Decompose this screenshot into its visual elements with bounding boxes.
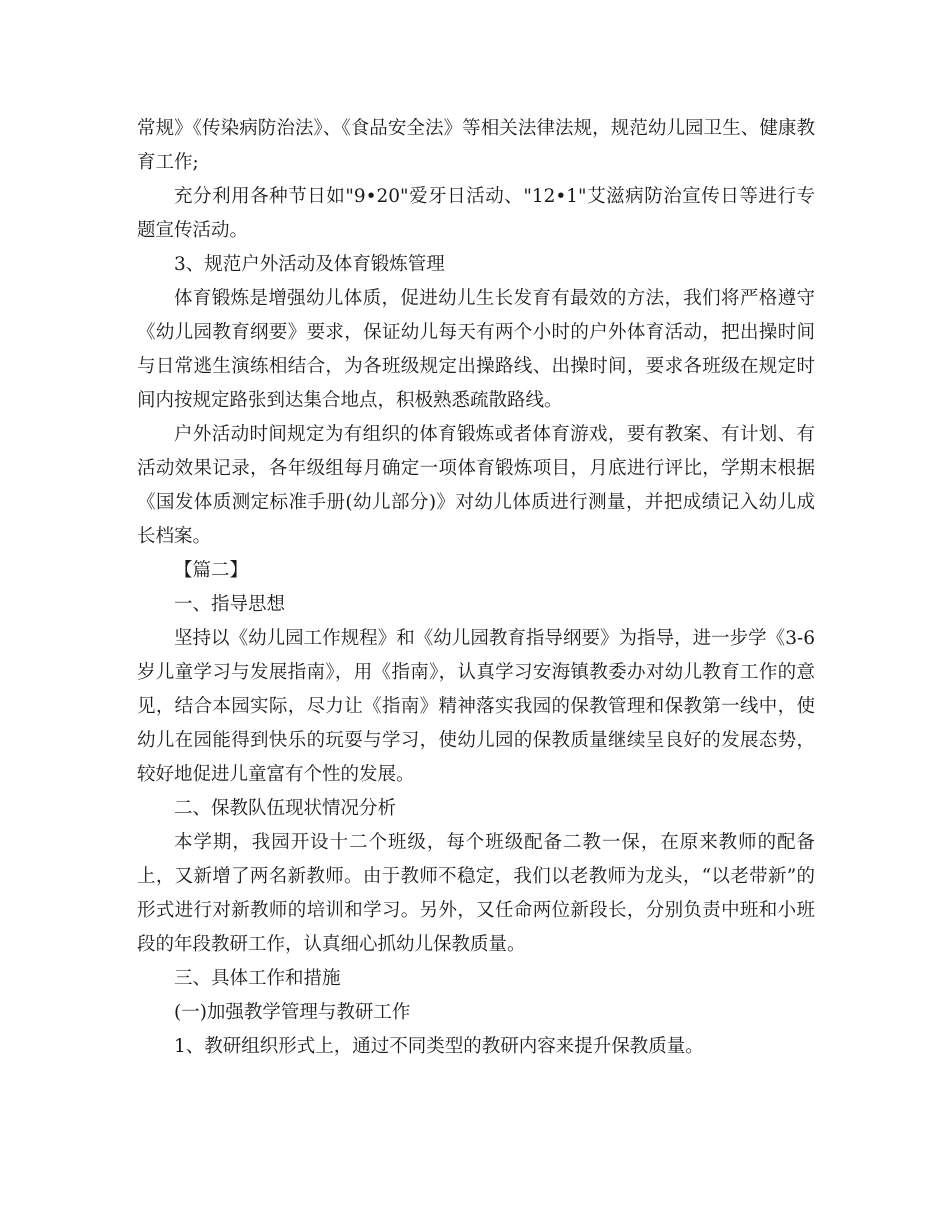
section-heading-guiding: 一、指导思想	[174, 594, 286, 615]
paragraph-1: 常规》《传染病防治法》、《食品安全法》等相关法律法规，规范幼儿园卫生、健康教育工作;	[137, 118, 815, 173]
paragraph-13: 1、教研组织形式上，通过不同类型的教研内容来提升保教质量。	[174, 1036, 704, 1057]
subsection-heading: (一)加强教学管理与教研工作	[174, 1002, 411, 1023]
paragraph-10: 本学期，我园开设十二个班级，每个班级配备二教一保，在原来教师的配备上，又新增了两名新教师。由于教师不稳定，我们以老教师为龙头，“以老带新”的形式进行对新教师的培训和学习。另外，又任命两位新段长，分别负责中班和小班段的年段教研工作，认真细心抓幼儿保教质量。	[137, 832, 815, 955]
paragraph-2: 充分利用各种节日如"9•20"爱牙日活动、"12•1"艾滋病防治宣传日等进行专题宣传活动。	[137, 186, 815, 241]
document-body	[137, 112, 815, 1064]
section-heading-3: 3、规范户外活动及体育锻炼管理	[174, 254, 445, 275]
section-heading-analysis: 二、保教队伍现状情况分析	[174, 798, 397, 819]
section-heading-measures: 三、具体工作和措施	[174, 968, 341, 989]
paragraph-5: 户外活动时间规定为有组织的体育锻炼或者体育游戏，要有教案、有计划、有活动效果记录，各年级组每月确定一项体育锻炼项目，月底进行评比，学期末根据《国发体质测定标准手册(幼儿部分)》对幼儿体质进行测量，并把成绩记入幼儿成长档案。	[137, 424, 815, 547]
paragraph-8: 坚持以《幼儿园工作规程》和《幼儿园教育指导纲要》为指导，进一步学《3-6岁儿童学习与发展指南》，用《指南》，认真学习安海镇教委办对幼儿教育工作的意见，结合本园实际，尽力让《指南》精神落实我园的保教管理和保教第一线中，使幼儿在园能得到快乐的玩耍与学习，使幼儿园的保教质量继续呈良好的发展态势，较好地促进儿童富有个性的发展。	[137, 628, 815, 785]
paragraph-4: 体育锻炼是增强幼儿体质，促进幼儿生长发育有最效的方法，我们将严格遵守《幼儿园教育纲要》要求，保证幼儿每天有两个小时的户外体育活动，把出操时间与日常逃生演练相结合，为各班级规定出操路线、出操时间，要求各班级在规定时间内按规定路张到达集合地点，积极熟悉疏散路线。	[137, 288, 815, 411]
part-heading: 【篇二】	[174, 560, 249, 581]
